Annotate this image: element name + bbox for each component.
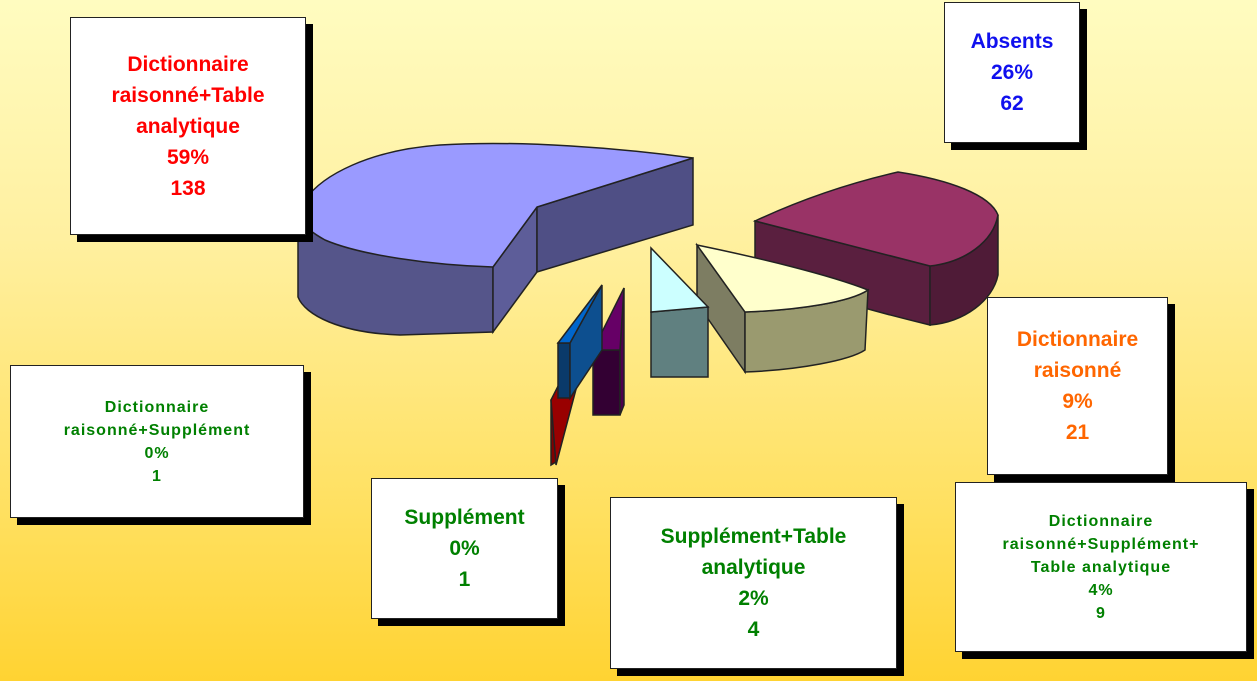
label-value: 1	[458, 568, 471, 591]
label-text: Absents	[970, 30, 1054, 53]
data-label-absents	[944, 2, 1080, 143]
label-text: Table analytique	[1030, 558, 1172, 576]
label-text: Supplément	[404, 506, 525, 529]
label-percent: 0%	[144, 444, 170, 462]
label-text: raisonné	[1033, 359, 1122, 382]
label-text: analytique	[701, 556, 806, 579]
label-text: raisonné+Supplément+	[1002, 535, 1200, 553]
pie-slice-dictionnaire-raisonne-table-analytique	[298, 143, 693, 335]
label-percent: 2%	[738, 587, 769, 610]
label-text: analytique	[136, 114, 240, 138]
data-label-supplement-table-analytique	[610, 497, 897, 669]
label-text: raisonné+Table	[111, 83, 265, 107]
label-value: 62	[1000, 92, 1024, 115]
data-label-dictionnaire-raisonne	[987, 297, 1168, 475]
data-label-dictionnaire-raisonne-supplement	[10, 365, 304, 518]
label-percent: 9%	[1062, 390, 1093, 413]
label-text: Supplément+Table	[660, 525, 847, 548]
label-text: Dictionnaire	[127, 52, 249, 76]
label-text: Dictionnaire	[1048, 512, 1154, 530]
label-percent: 0%	[449, 537, 480, 560]
label-value: 9	[1096, 604, 1106, 622]
data-label-supplement	[371, 478, 558, 619]
label-text: Dictionnaire	[1016, 328, 1139, 351]
label-percent: 26%	[990, 61, 1034, 84]
label-percent: 4%	[1088, 581, 1114, 599]
data-label-dictionnaire-raisonne-supplement-table-analytique	[955, 482, 1247, 652]
data-label-dictionnaire-raisonne-table-analytique	[70, 17, 306, 235]
label-value: 4	[747, 618, 760, 641]
label-text: raisonné+Supplément	[63, 421, 251, 439]
label-value: 1	[152, 467, 162, 485]
label-value: 138	[170, 176, 206, 200]
label-percent: 59%	[166, 145, 210, 169]
label-value: 21	[1065, 421, 1090, 444]
label-text: Dictionnaire	[104, 398, 210, 416]
